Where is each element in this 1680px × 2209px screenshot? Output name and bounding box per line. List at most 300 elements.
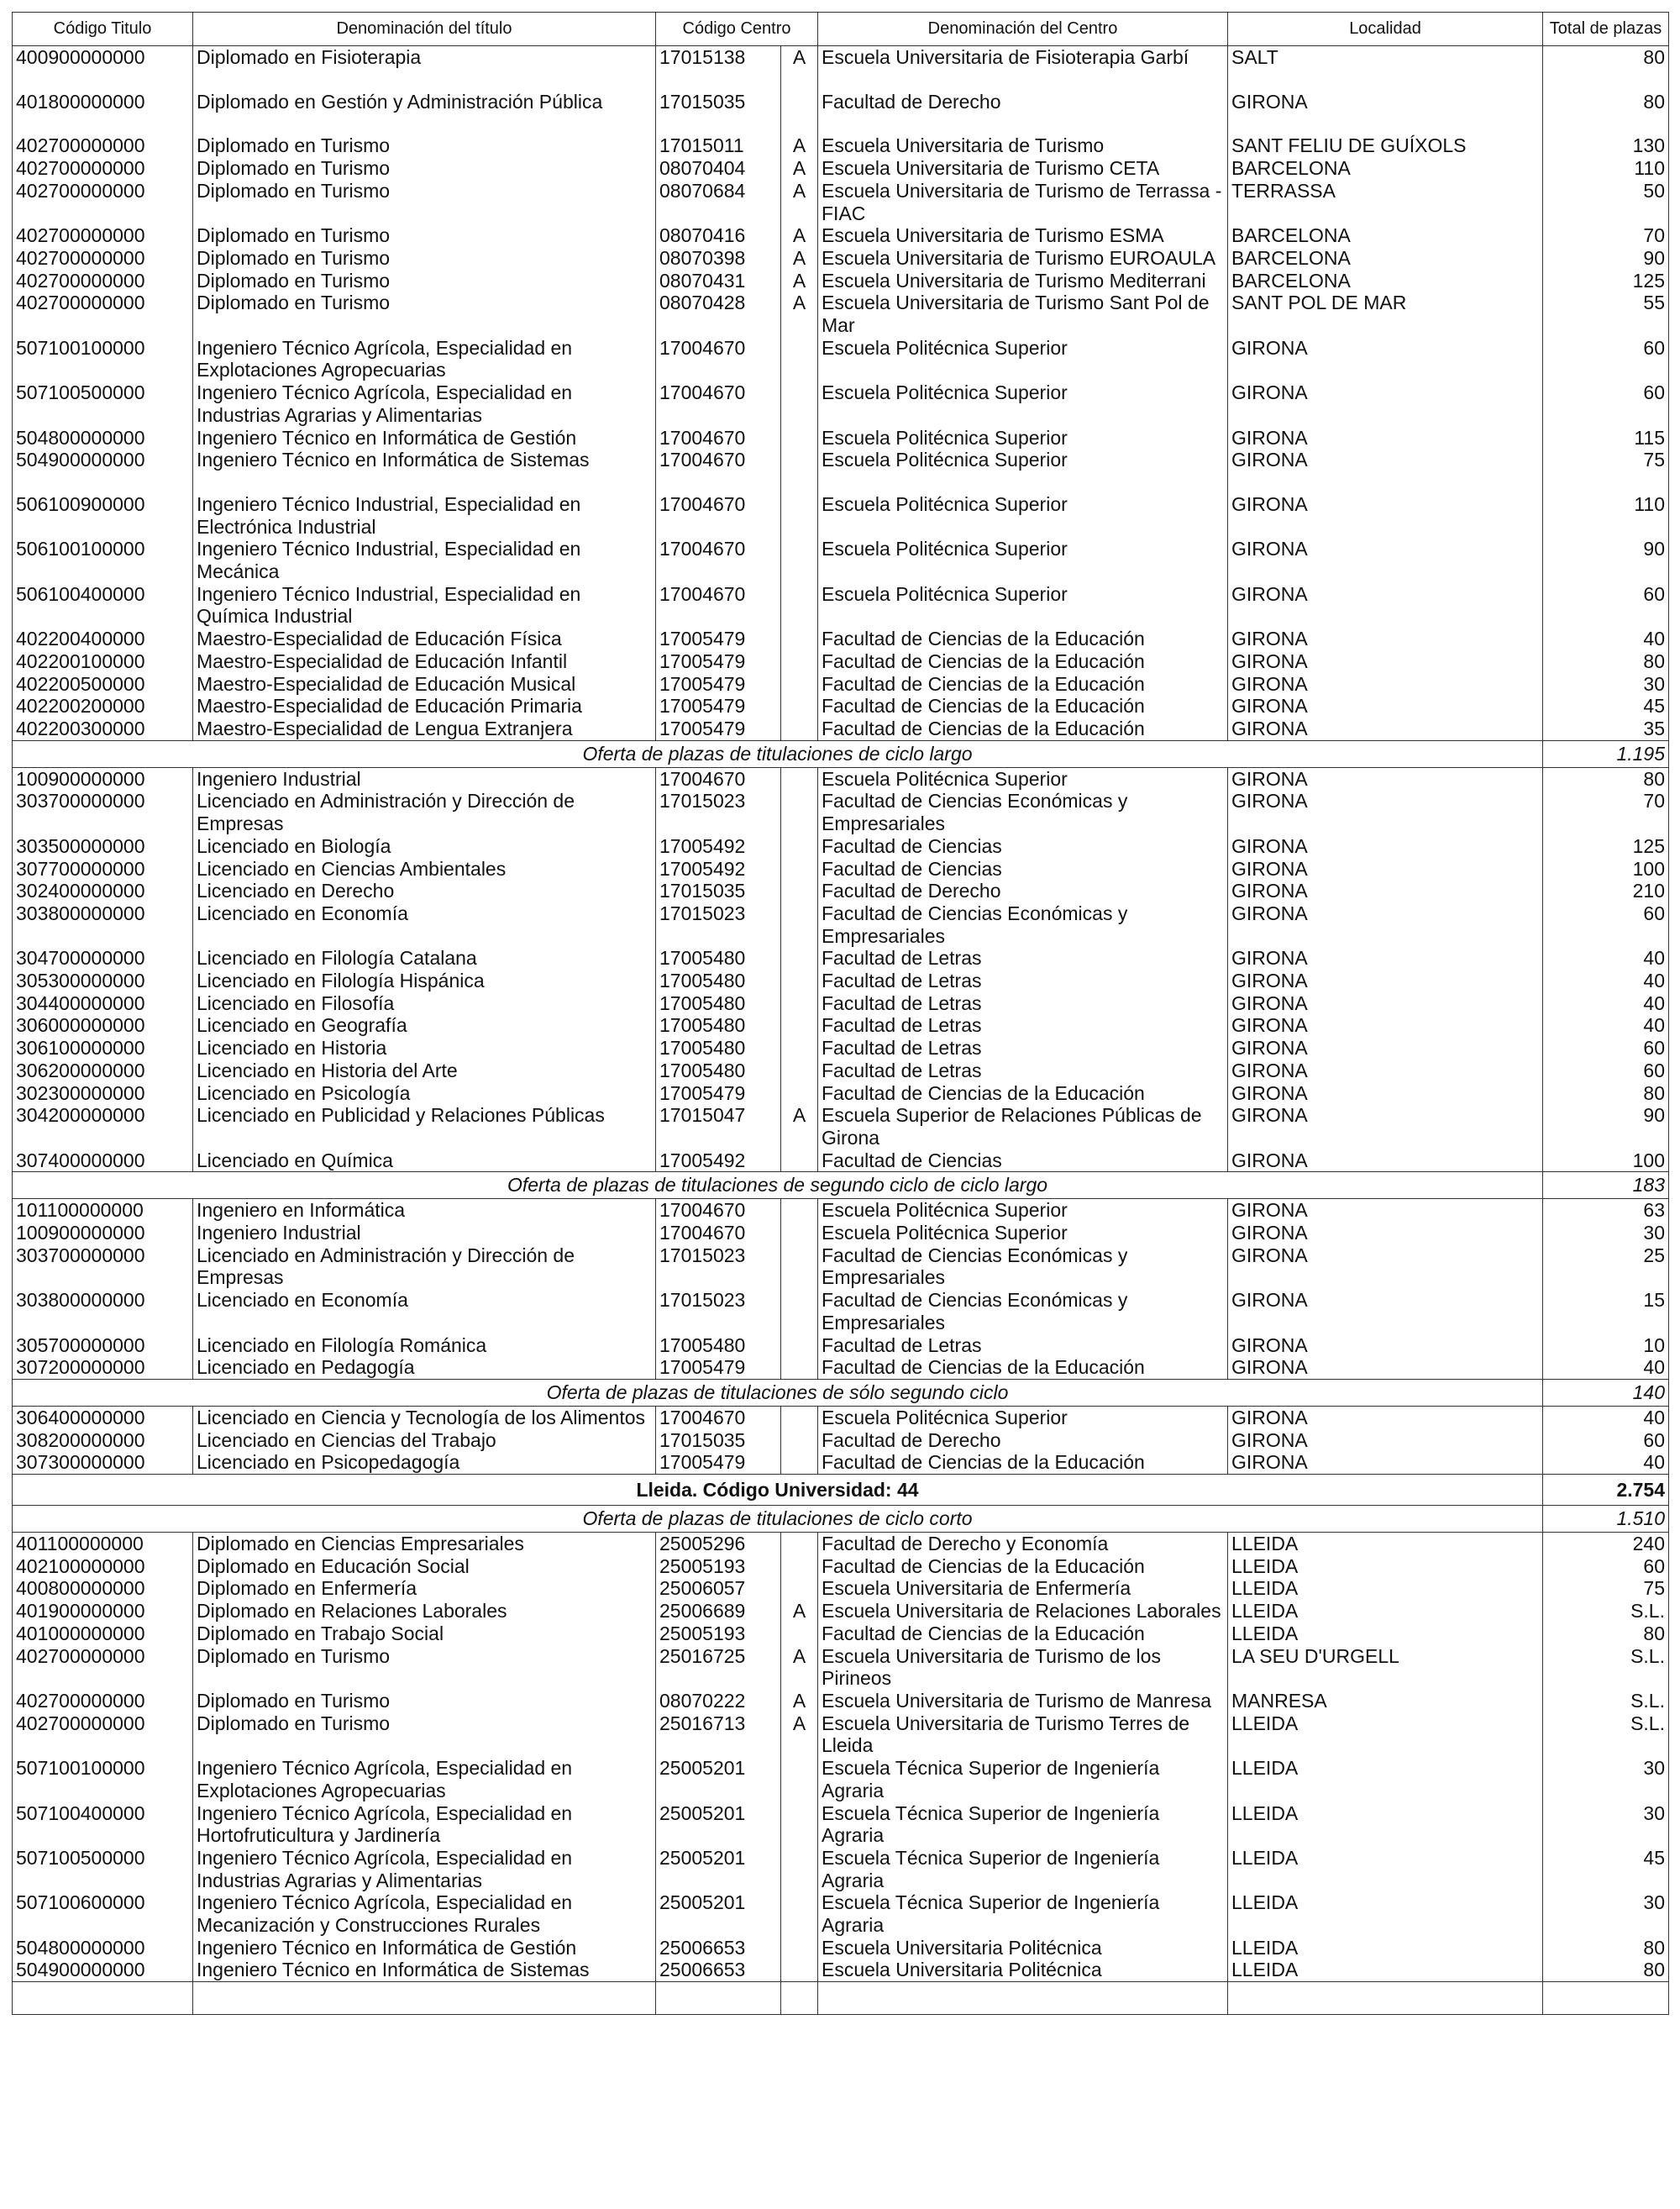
centro-type-marker (781, 381, 818, 426)
table-row (13, 1149, 1669, 1172)
localidad-cell: BARCELONA (1228, 157, 1543, 180)
section-label: Oferta de plazas de titulaciones de ciclo corto (13, 1506, 1543, 1533)
total-plazas-cell: 15 (1543, 1289, 1669, 1333)
table-row (13, 992, 1669, 1015)
localidad-cell: GIRONA (1228, 695, 1543, 718)
denominacion-centro-cell: Facultad de Ciencias de la Educación (818, 1082, 1228, 1105)
denominacion-centro-cell: Facultad de Letras (818, 992, 1228, 1015)
total-plazas-cell: 60 (1543, 381, 1669, 426)
table-row (13, 1757, 1669, 1801)
codigo-titulo-cell: 304700000000 (13, 947, 193, 970)
localidad-cell: GIRONA (1228, 1356, 1543, 1379)
table-row (13, 449, 1669, 471)
denominacion-centro-cell: Escuela Politécnica Superior (818, 767, 1228, 790)
codigo-centro-cell: 17005492 (656, 1149, 781, 1172)
table-row (13, 538, 1669, 582)
denominacion-titulo-cell: Maestro-Especialidad de Educación Musical (193, 673, 656, 696)
denominacion-titulo-cell: Diplomado en Turismo (193, 1690, 656, 1712)
codigo-centro-cell: 25005193 (656, 1623, 781, 1645)
localidad-cell: GIRONA (1228, 880, 1543, 902)
localidad-cell: GIRONA (1228, 337, 1543, 381)
denominacion-titulo-cell: Licenciado en Publicidad y Relaciones Públicas (193, 1104, 656, 1149)
spacer-row (13, 69, 1669, 91)
codigo-centro-cell: 17004670 (656, 583, 781, 628)
localidad-cell: LLEIDA (1228, 1937, 1543, 1959)
denominacion-titulo-cell: Ingeniero Técnico Agrícola, Especialidad en Explotaciones Agropecuarias (193, 337, 656, 381)
codigo-centro-cell: 25005201 (656, 1891, 781, 1936)
spacer-row (13, 113, 1669, 134)
spacer-cell (656, 471, 781, 493)
codigo-centro-cell: 25006689 (656, 1600, 781, 1623)
codigo-titulo-cell: 100900000000 (13, 1222, 193, 1244)
codigo-titulo-cell: 506100900000 (13, 493, 193, 538)
table-row (13, 1847, 1669, 1891)
denominacion-titulo-cell: Diplomado en Trabajo Social (193, 1623, 656, 1645)
centro-type-marker: A (781, 180, 818, 224)
section-label: Oferta de plazas de titulaciones de sólo segundo ciclo (13, 1379, 1543, 1406)
university-total-row (13, 1475, 1669, 1506)
codigo-titulo-cell: 402700000000 (13, 270, 193, 292)
codigo-titulo-cell: 401800000000 (13, 91, 193, 113)
total-plazas-cell: 30 (1543, 1891, 1669, 1936)
codigo-titulo-cell: 306100000000 (13, 1037, 193, 1060)
localidad-cell: GIRONA (1228, 1289, 1543, 1333)
centro-type-marker (781, 337, 818, 381)
denominacion-centro-cell: Escuela Universitaria Politécnica (818, 1959, 1228, 1981)
centro-type-marker (781, 1060, 818, 1082)
total-plazas-cell: 60 (1543, 337, 1669, 381)
codigo-centro-cell: 17005479 (656, 718, 781, 740)
total-plazas-cell: 40 (1543, 1451, 1669, 1474)
total-plazas-cell: 60 (1543, 1429, 1669, 1452)
table-row (13, 1451, 1669, 1474)
localidad-cell: MANRESA (1228, 1690, 1543, 1712)
codigo-centro-cell: 08070428 (656, 292, 781, 336)
denominacion-titulo-cell: Licenciado en Historia del Arte (193, 1060, 656, 1082)
denominacion-centro-cell: Facultad de Ciencias de la Educación (818, 718, 1228, 740)
denominacion-centro-cell: Facultad de Ciencias (818, 1149, 1228, 1172)
spacer-row (13, 471, 1669, 493)
table-row (13, 1104, 1669, 1149)
total-plazas-cell: 60 (1543, 902, 1669, 947)
localidad-cell: TERRASSA (1228, 180, 1543, 224)
denominacion-titulo-cell: Ingeniero Técnico Agrícola, Especialidad en Explotaciones Agropecuarias (193, 1757, 656, 1801)
centro-type-marker (781, 650, 818, 673)
localidad-cell: GIRONA (1228, 1244, 1543, 1289)
denominacion-centro-cell: Escuela Universitaria de Fisioterapia Garbí (818, 46, 1228, 69)
denominacion-titulo-cell: Ingeniero Técnico en Informática de Gestión (193, 1937, 656, 1959)
denominacion-centro-cell: Escuela Universitaria de Turismo de Terrassa - FIAC (818, 180, 1228, 224)
denominacion-titulo-cell: Diplomado en Turismo (193, 134, 656, 157)
localidad-cell: GIRONA (1228, 1334, 1543, 1357)
localidad-cell: GIRONA (1228, 381, 1543, 426)
table-row (13, 835, 1669, 858)
denominacion-centro-cell: Escuela Politécnica Superior (818, 538, 1228, 582)
spacer-cell (13, 113, 193, 134)
codigo-centro-cell: 25006653 (656, 1959, 781, 1981)
codigo-titulo-cell: 506100100000 (13, 538, 193, 582)
centro-type-marker (781, 1244, 818, 1289)
spacer-cell (781, 69, 818, 91)
centro-type-marker (781, 1149, 818, 1172)
denominacion-centro-cell: Facultad de Ciencias de la Educación (818, 673, 1228, 696)
denominacion-titulo-cell: Ingeniero Técnico Industrial, Especialidad en Mecánica (193, 538, 656, 582)
header-row (13, 13, 1669, 46)
codigo-titulo-cell: 507100500000 (13, 1847, 193, 1891)
centro-type-marker (781, 1533, 818, 1555)
table-row (13, 1802, 1669, 1847)
codigo-titulo-cell: 507100100000 (13, 1757, 193, 1801)
denominacion-titulo-cell: Ingeniero Técnico Agrícola, Especialidad en Mecanización y Construcciones Rurales (193, 1891, 656, 1936)
table-row (13, 427, 1669, 450)
padding-cell (656, 1982, 781, 2015)
denominacion-titulo-cell: Diplomado en Turismo (193, 224, 656, 247)
localidad-cell: GIRONA (1228, 673, 1543, 696)
table-row (13, 1577, 1669, 1600)
denominacion-centro-cell: Escuela Politécnica Superior (818, 1199, 1228, 1222)
codigo-titulo-cell: 402200100000 (13, 650, 193, 673)
codigo-centro-cell: 25016725 (656, 1645, 781, 1690)
denominacion-centro-cell: Facultad de Ciencias de la Educación (818, 628, 1228, 650)
padding-cell (1543, 1982, 1669, 2015)
total-plazas-cell: S.L. (1543, 1600, 1669, 1623)
codigo-centro-cell: 17015138 (656, 46, 781, 69)
total-plazas-cell: 40 (1543, 970, 1669, 992)
codigo-centro-cell: 17005480 (656, 1060, 781, 1082)
codigo-centro-cell: 17005480 (656, 992, 781, 1015)
codigo-centro-cell: 25005193 (656, 1555, 781, 1578)
denominacion-titulo-cell: Diplomado en Turismo (193, 292, 656, 336)
denominacion-centro-cell: Facultad de Ciencias Económicas y Empresariales (818, 902, 1228, 947)
denominacion-titulo-cell: Ingeniero en Informática (193, 1199, 656, 1222)
denominacion-titulo-cell: Maestro-Especialidad de Educación Infantil (193, 650, 656, 673)
padding-cell (193, 1982, 656, 2015)
section-total: 183 (1543, 1172, 1669, 1199)
codigo-titulo-cell: 101100000000 (13, 1199, 193, 1222)
localidad-cell: GIRONA (1228, 1222, 1543, 1244)
codigo-titulo-cell: 402700000000 (13, 134, 193, 157)
codigo-centro-cell: 17005480 (656, 1037, 781, 1060)
table-row (13, 1891, 1669, 1936)
localidad-cell: GIRONA (1228, 947, 1543, 970)
codigo-titulo-cell: 507100400000 (13, 1802, 193, 1847)
centro-type-marker: A (781, 1690, 818, 1712)
denominacion-titulo-cell: Licenciado en Psicopedagogía (193, 1451, 656, 1474)
total-plazas-cell: 10 (1543, 1334, 1669, 1357)
spacer-cell (1543, 69, 1669, 91)
codigo-titulo-cell: 507100600000 (13, 1891, 193, 1936)
table-row (13, 1690, 1669, 1712)
codigo-titulo-cell: 303700000000 (13, 790, 193, 834)
denominacion-titulo-cell: Diplomado en Gestión y Administración Pública (193, 91, 656, 113)
total-plazas-cell: 110 (1543, 493, 1669, 538)
localidad-cell: GIRONA (1228, 1104, 1543, 1149)
table-row (13, 493, 1669, 538)
denominacion-titulo-cell: Licenciado en Filología Catalana (193, 947, 656, 970)
denominacion-titulo-cell: Ingeniero Técnico Industrial, Especialidad en Electrónica Industrial (193, 493, 656, 538)
centro-type-marker: A (781, 270, 818, 292)
codigo-centro-cell: 17005479 (656, 695, 781, 718)
denominacion-titulo-cell: Diplomado en Turismo (193, 1645, 656, 1690)
table-row (13, 1533, 1669, 1555)
codigo-titulo-cell: 507100100000 (13, 337, 193, 381)
table-row (13, 381, 1669, 426)
table-row (13, 270, 1669, 292)
total-plazas-cell: 80 (1543, 1959, 1669, 1981)
centro-type-marker: A (781, 1645, 818, 1690)
table-body (13, 46, 1669, 2015)
codigo-titulo-cell: 303700000000 (13, 1244, 193, 1289)
localidad-cell: GIRONA (1228, 1060, 1543, 1082)
localidad-cell: GIRONA (1228, 1082, 1543, 1105)
codigo-titulo-cell: 302400000000 (13, 880, 193, 902)
denominacion-titulo-cell: Ingeniero Técnico Industrial, Especialidad en Química Industrial (193, 583, 656, 628)
denominacion-centro-cell: Facultad de Ciencias (818, 858, 1228, 881)
centro-type-marker: A (781, 134, 818, 157)
bottom-padding-row (13, 1982, 1669, 2015)
total-plazas-cell: 60 (1543, 1555, 1669, 1578)
codigo-titulo-cell: 506100400000 (13, 583, 193, 628)
denominacion-titulo-cell: Diplomado en Relaciones Laborales (193, 1600, 656, 1623)
total-plazas-cell: 35 (1543, 718, 1669, 740)
denominacion-centro-cell: Facultad de Ciencias Económicas y Empresariales (818, 790, 1228, 834)
denominacion-titulo-cell: Licenciado en Ciencias Ambientales (193, 858, 656, 881)
spacer-cell (781, 471, 818, 493)
centro-type-marker (781, 1891, 818, 1936)
table-row (13, 790, 1669, 834)
codigo-centro-cell: 08070416 (656, 224, 781, 247)
denominacion-centro-cell: Facultad de Ciencias (818, 835, 1228, 858)
denominacion-centro-cell: Escuela Universitaria de Relaciones Laborales (818, 1600, 1228, 1623)
table-row (13, 1014, 1669, 1037)
denominacion-centro-cell: Facultad de Letras (818, 1334, 1228, 1357)
codigo-titulo-cell: 402200200000 (13, 695, 193, 718)
localidad-cell: BARCELONA (1228, 270, 1543, 292)
table-row (13, 1082, 1669, 1105)
denominacion-centro-cell: Escuela Técnica Superior de Ingeniería Agraria (818, 1802, 1228, 1847)
table-row (13, 583, 1669, 628)
total-plazas-cell: S.L. (1543, 1690, 1669, 1712)
section-subtotal-row (13, 740, 1669, 767)
localidad-cell: GIRONA (1228, 767, 1543, 790)
denominacion-titulo-cell: Ingeniero Técnico Agrícola, Especialidad en Industrias Agrarias y Alimentarias (193, 381, 656, 426)
table-row (13, 1600, 1669, 1623)
denominacion-titulo-cell: Ingeniero Técnico Agrícola, Especialidad en Industrias Agrarias y Alimentarias (193, 1847, 656, 1891)
spacer-cell (1228, 113, 1543, 134)
denominacion-centro-cell: Escuela Universitaria de Turismo (818, 134, 1228, 157)
centro-type-marker (781, 1037, 818, 1060)
localidad-cell: GIRONA (1228, 970, 1543, 992)
codigo-centro-cell: 17004670 (656, 381, 781, 426)
codigo-titulo-cell: 306400000000 (13, 1406, 193, 1428)
codigo-centro-cell: 17004670 (656, 1406, 781, 1428)
table-row (13, 337, 1669, 381)
localidad-cell: GIRONA (1228, 628, 1543, 650)
total-plazas-cell: 40 (1543, 1406, 1669, 1428)
total-plazas-cell: 70 (1543, 790, 1669, 834)
localidad-cell: GIRONA (1228, 1451, 1543, 1474)
localidad-cell: GIRONA (1228, 427, 1543, 450)
codigo-titulo-cell: 402700000000 (13, 1645, 193, 1690)
section-label: Oferta de plazas de titulaciones de segundo ciclo de ciclo largo (13, 1172, 1543, 1199)
total-plazas-cell: 80 (1543, 46, 1669, 69)
codigo-centro-cell: 17005479 (656, 673, 781, 696)
total-plazas-cell: 45 (1543, 1847, 1669, 1891)
codigo-titulo-cell: 303800000000 (13, 902, 193, 947)
total-plazas-cell: 75 (1543, 1577, 1669, 1600)
codigo-centro-cell: 17005480 (656, 1014, 781, 1037)
denominacion-centro-cell: Escuela Universitaria Politécnica (818, 1937, 1228, 1959)
table-row (13, 1959, 1669, 1981)
plazas-table (12, 12, 1669, 2015)
denominacion-titulo-cell: Licenciado en Filología Hispánica (193, 970, 656, 992)
localidad-cell: GIRONA (1228, 1429, 1543, 1452)
centro-type-marker (781, 1334, 818, 1357)
codigo-titulo-cell: 401000000000 (13, 1623, 193, 1645)
centro-type-marker (781, 718, 818, 740)
localidad-cell: GIRONA (1228, 449, 1543, 471)
table-row (13, 1356, 1669, 1379)
codigo-centro-cell: 17015023 (656, 902, 781, 947)
table-row (13, 224, 1669, 247)
codigo-titulo-cell: 402200300000 (13, 718, 193, 740)
codigo-titulo-cell: 402700000000 (13, 247, 193, 270)
centro-type-marker (781, 1289, 818, 1333)
section-total: 140 (1543, 1379, 1669, 1406)
centro-type-marker (781, 1356, 818, 1379)
padding-cell (1228, 1982, 1543, 2015)
header-codigo-titulo: Código Titulo (13, 13, 193, 46)
table-row (13, 1334, 1669, 1357)
denominacion-titulo-cell: Diplomado en Fisioterapia (193, 46, 656, 69)
table-row (13, 767, 1669, 790)
denominacion-titulo-cell: Ingeniero Técnico en Informática de Gestión (193, 427, 656, 450)
padding-cell (818, 1982, 1228, 2015)
codigo-titulo-cell: 306000000000 (13, 1014, 193, 1037)
codigo-titulo-cell: 304400000000 (13, 992, 193, 1015)
codigo-centro-cell: 17015023 (656, 790, 781, 834)
codigo-titulo-cell: 304200000000 (13, 1104, 193, 1149)
centro-type-marker: A (781, 1104, 818, 1149)
denominacion-centro-cell: Escuela Técnica Superior de Ingeniería Agraria (818, 1847, 1228, 1891)
total-plazas-cell: 50 (1543, 180, 1669, 224)
total-plazas-cell: 60 (1543, 1060, 1669, 1082)
centro-type-marker (781, 1802, 818, 1847)
university-total: 2.754 (1543, 1475, 1669, 1506)
centro-type-marker (781, 1199, 818, 1222)
spacer-cell (1543, 471, 1669, 493)
denominacion-titulo-cell: Licenciado en Geografía (193, 1014, 656, 1037)
total-plazas-cell: 40 (1543, 992, 1669, 1015)
total-plazas-cell: 100 (1543, 858, 1669, 881)
total-plazas-cell: 80 (1543, 767, 1669, 790)
table-row (13, 970, 1669, 992)
table-row (13, 1289, 1669, 1333)
codigo-titulo-cell: 307300000000 (13, 1451, 193, 1474)
table-row (13, 180, 1669, 224)
spacer-cell (1228, 471, 1543, 493)
denominacion-centro-cell: Facultad de Ciencias de la Educación (818, 1623, 1228, 1645)
codigo-titulo-cell: 504800000000 (13, 427, 193, 450)
localidad-cell: LLEIDA (1228, 1847, 1543, 1891)
section-subtotal-row (13, 1506, 1669, 1533)
codigo-titulo-cell: 402100000000 (13, 1555, 193, 1578)
centro-type-marker: A (781, 1712, 818, 1757)
denominacion-titulo-cell: Maestro-Especialidad de Educación Física (193, 628, 656, 650)
denominacion-centro-cell: Escuela Técnica Superior de Ingeniería Agraria (818, 1891, 1228, 1936)
codigo-titulo-cell: 402200400000 (13, 628, 193, 650)
denominacion-titulo-cell: Diplomado en Enfermería (193, 1577, 656, 1600)
total-plazas-cell: 40 (1543, 628, 1669, 650)
codigo-titulo-cell: 400900000000 (13, 46, 193, 69)
codigo-titulo-cell: 401100000000 (13, 1533, 193, 1555)
localidad-cell: BARCELONA (1228, 247, 1543, 270)
denominacion-titulo-cell: Maestro-Especialidad de Educación Primaria (193, 695, 656, 718)
denominacion-titulo-cell: Licenciado en Ciencias del Trabajo (193, 1429, 656, 1452)
table-row (13, 628, 1669, 650)
centro-type-marker (781, 880, 818, 902)
codigo-titulo-cell: 307700000000 (13, 858, 193, 881)
denominacion-centro-cell: Escuela Universitaria de Turismo Sant Pol de Mar (818, 292, 1228, 336)
codigo-centro-cell: 17015035 (656, 880, 781, 902)
denominacion-centro-cell: Escuela Universitaria de Turismo de los Pirineos (818, 1645, 1228, 1690)
localidad-cell: LLEIDA (1228, 1600, 1543, 1623)
total-plazas-cell: 60 (1543, 1037, 1669, 1060)
codigo-centro-cell: 17005492 (656, 858, 781, 881)
localidad-cell: GIRONA (1228, 650, 1543, 673)
denominacion-centro-cell: Facultad de Ciencias de la Educación (818, 1451, 1228, 1474)
codigo-titulo-cell: 504900000000 (13, 449, 193, 471)
denominacion-centro-cell: Escuela Superior de Relaciones Públicas de Girona (818, 1104, 1228, 1149)
denominacion-centro-cell: Facultad de Letras (818, 970, 1228, 992)
table-row (13, 1060, 1669, 1082)
denominacion-centro-cell: Escuela Politécnica Superior (818, 381, 1228, 426)
total-plazas-cell: 130 (1543, 134, 1669, 157)
table-row (13, 880, 1669, 902)
codigo-titulo-cell: 400800000000 (13, 1577, 193, 1600)
localidad-cell: BARCELONA (1228, 224, 1543, 247)
centro-type-marker (781, 1451, 818, 1474)
table-row (13, 1645, 1669, 1690)
codigo-titulo-cell: 303500000000 (13, 835, 193, 858)
spacer-cell (818, 113, 1228, 134)
centro-type-marker (781, 449, 818, 471)
localidad-cell: GIRONA (1228, 1406, 1543, 1428)
codigo-centro-cell: 17005480 (656, 970, 781, 992)
denominacion-titulo-cell: Licenciado en Economía (193, 1289, 656, 1333)
codigo-titulo-cell: 507100500000 (13, 381, 193, 426)
table-row (13, 1712, 1669, 1757)
codigo-centro-cell: 17005480 (656, 947, 781, 970)
denominacion-titulo-cell: Diplomado en Ciencias Empresariales (193, 1533, 656, 1555)
spacer-cell (193, 471, 656, 493)
centro-type-marker (781, 1937, 818, 1959)
denominacion-centro-cell: Escuela Universitaria de Turismo de Manresa (818, 1690, 1228, 1712)
denominacion-titulo-cell: Diplomado en Turismo (193, 270, 656, 292)
denominacion-centro-cell: Escuela Técnica Superior de Ingeniería Agraria (818, 1757, 1228, 1801)
denominacion-centro-cell: Escuela Universitaria de Turismo Terres de Lleida (818, 1712, 1228, 1757)
spacer-cell (13, 471, 193, 493)
codigo-centro-cell: 17015047 (656, 1104, 781, 1149)
denominacion-titulo-cell: Licenciado en Filología Románica (193, 1334, 656, 1357)
codigo-centro-cell: 08070684 (656, 180, 781, 224)
centro-type-marker (781, 767, 818, 790)
centro-type-marker (781, 835, 818, 858)
localidad-cell: GIRONA (1228, 493, 1543, 538)
localidad-cell: LLEIDA (1228, 1577, 1543, 1600)
total-plazas-cell: 30 (1543, 673, 1669, 696)
table-row (13, 134, 1669, 157)
